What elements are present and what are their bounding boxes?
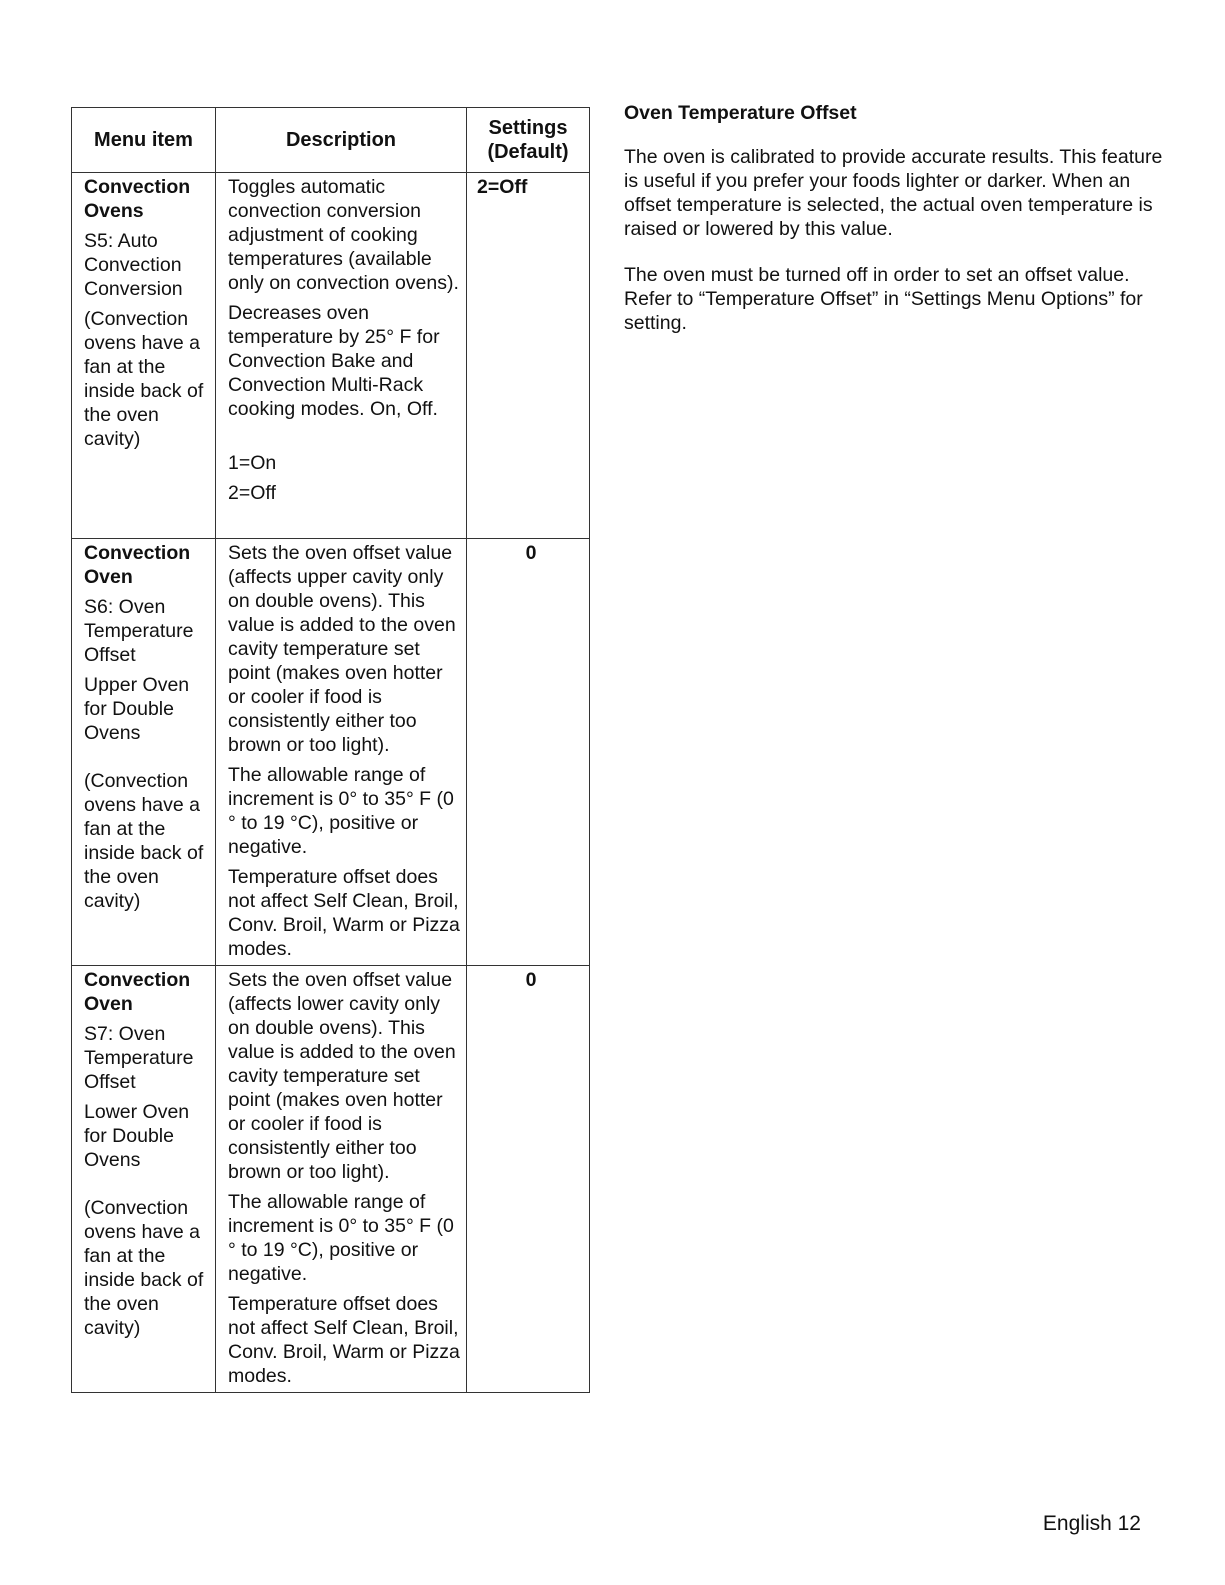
default-cell: 2=Off <box>467 173 590 539</box>
menu-code: S7: Oven Temperature Offset <box>84 1023 194 1093</box>
menu-title: Convection Ovens <box>84 176 191 222</box>
page-number: English 12 <box>1042 1512 1141 1535</box>
table-row <box>72 966 590 1393</box>
side-section <box>624 101 1164 357</box>
description-text: Toggles automatic convection conversion adjustment of cooking temperatures (available only on convection ovens). <box>228 176 459 294</box>
section-heading: Oven Temperature Offset <box>624 102 857 124</box>
menu-cell <box>72 173 216 539</box>
table-header-row <box>72 108 590 173</box>
table-row <box>72 173 590 539</box>
menu-sub: Lower Oven for Double Ovens <box>84 1101 190 1171</box>
description-text: The allowable range of increment is 0° to 35° F (0 ° to 19 °C), positive or negative. <box>228 764 454 858</box>
menu-sub: Upper Oven for Double Ovens <box>84 674 190 744</box>
description-text: Temperature offset does not affect Self Clean, Broil, Conv. Broil, Warm or Pizza modes. <box>228 866 460 960</box>
description-text: The allowable range of increment is 0° to 35° F (0 ° to 19 °C), positive or negative. <box>228 1191 454 1285</box>
side-paragraph: The oven must be turned off in order to set an offset value. Refer to “Temperature Offset” in “Settings Menu Options” for setting. <box>624 264 1143 334</box>
description-text: Sets the oven offset value (affects upper cavity only on double ovens). This value is added to the oven cavity temperature set point (makes oven hotter or cooler if food is consistently either too brown or too light). <box>228 542 456 756</box>
menu-code: S6: Oven Temperature Offset <box>84 596 194 666</box>
description-text: Temperature offset does not affect Self Clean, Broil, Conv. Broil, Warm or Pizza modes. <box>228 1293 460 1387</box>
description-text: Decreases oven temperature by 25° F for Convection Bake and Convection Multi-Rack cooking modes. On, Off. <box>228 302 440 420</box>
menu-code: S5: Auto Convection Conversion <box>84 230 183 300</box>
default-cell: 0 <box>467 966 590 1393</box>
header-settings-default: Settings (Default) <box>467 108 590 173</box>
description-cell <box>216 966 467 1393</box>
description-cell <box>216 539 467 966</box>
description-cell <box>216 173 467 539</box>
table-row <box>72 539 590 966</box>
menu-cell <box>72 966 216 1393</box>
side-paragraph: The oven is calibrated to provide accurate results. This feature is useful if you prefer your foods lighter or darker. When an offset temperature is selected, the actual oven temperature is raised or lowered by this value. <box>624 146 1163 240</box>
header-menu-item: Menu item <box>72 108 216 173</box>
settings-table <box>71 107 590 1393</box>
menu-note: (Convection ovens have a fan at the inside back of the oven cavity) <box>84 1197 204 1339</box>
description-text: Sets the oven offset value (affects lower cavity only on double ovens). This value is added to the oven cavity temperature set point (makes oven hotter or cooler if food is consistently either too brown or too light). <box>228 969 456 1183</box>
option-on: 1=On <box>228 452 277 474</box>
menu-title: Convection Oven <box>84 542 191 588</box>
header-description: Description <box>216 108 467 173</box>
default-cell: 0 <box>467 539 590 966</box>
option-off: 2=Off <box>228 482 276 504</box>
menu-note: (Convection ovens have a fan at the inside back of the oven cavity) <box>84 308 204 450</box>
menu-title: Convection Oven <box>84 969 191 1015</box>
menu-note: (Convection ovens have a fan at the inside back of the oven cavity) <box>84 770 204 912</box>
menu-cell <box>72 539 216 966</box>
